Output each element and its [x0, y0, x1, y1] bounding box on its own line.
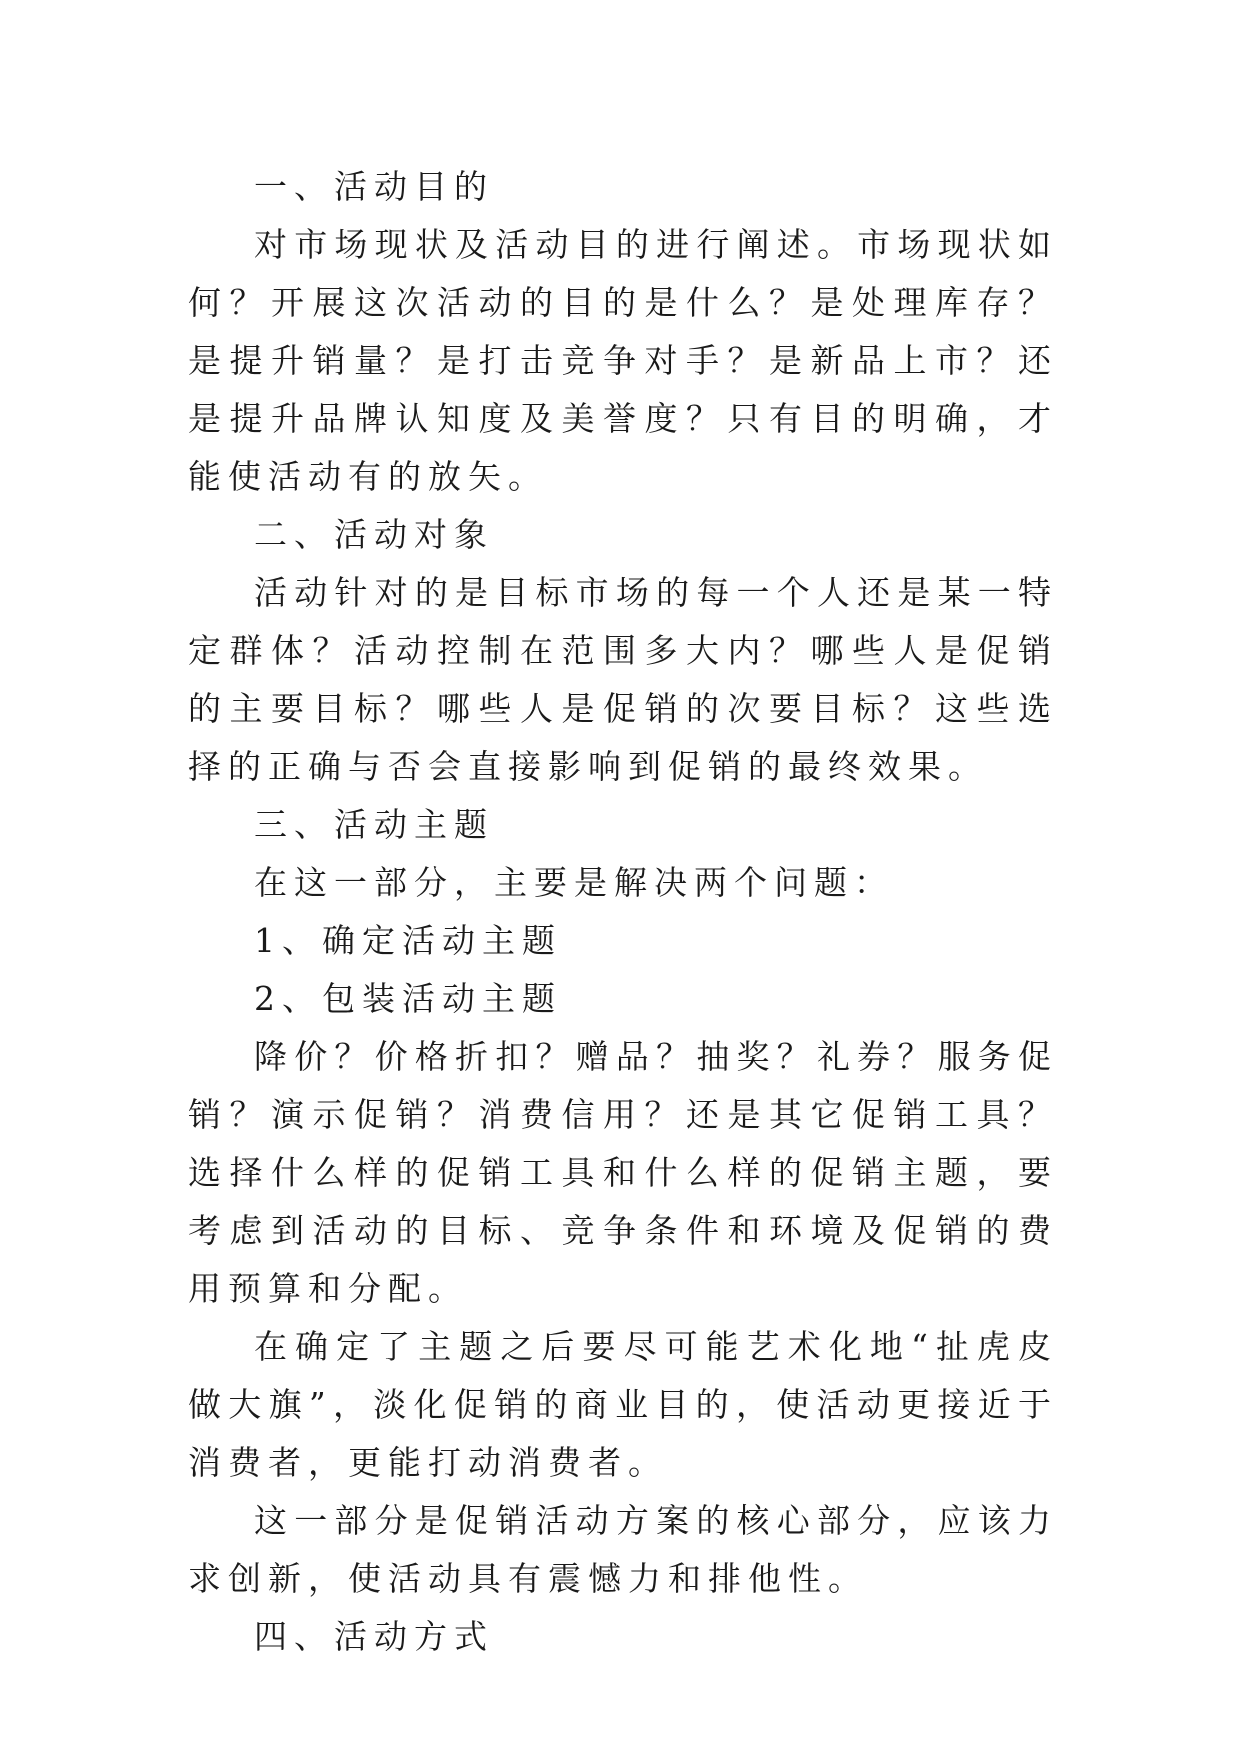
heading-activity-method: 四、活动方式 — [254, 1617, 494, 1656]
paragraph-purpose-description: 对市场现状及活动目的进行阐述。市场现状如何？开展这次活动的目的是什么？是处理库存？是提升销量？是打击竞争对手？是新品上市？还是提升品牌认知度及美誉度？只有目的明确，才能使活动有的放矢。 — [188, 225, 1058, 496]
list-item-package-theme: 2、包装活动主题 — [254, 979, 562, 1018]
heading-activity-target: 二、活动对象 — [254, 515, 494, 554]
document-body — [188, 158, 1058, 1666]
paragraph-core-section: 这一部分是促销活动方案的核心部分，应该力求创新，使活动具有震憾力和排他性。 — [188, 1501, 1058, 1598]
heading-activity-theme: 三、活动主题 — [254, 805, 494, 844]
list-item-determine-theme: 1、确定活动主题 — [254, 921, 562, 960]
paragraph-artistic-theme: 在确定了主题之后要尽可能艺术化地“扯虎皮做大旗”，淡化促销的商业目的，使活动更接近于消费者，更能打动消费者。 — [188, 1327, 1058, 1482]
paragraph-theme-intro: 在这一部分，主要是解决两个问题： — [254, 863, 894, 902]
heading-activity-purpose: 一、活动目的 — [254, 167, 494, 206]
paragraph-promotion-tools: 降价？价格折扣？赠品？抽奖？礼券？服务促销？演示促销？消费信用？还是其它促销工具？选择什么样的促销工具和什么样的促销主题，要考虑到活动的目标、竞争条件和环境及促销的费用预算和分配。 — [188, 1037, 1058, 1308]
paragraph-target-description: 活动针对的是目标市场的每一个人还是某一特定群体？活动控制在范围多大内？哪些人是促销的主要目标？哪些人是促销的次要目标？这些选择的正确与否会直接影响到促销的最终效果。 — [188, 573, 1058, 786]
